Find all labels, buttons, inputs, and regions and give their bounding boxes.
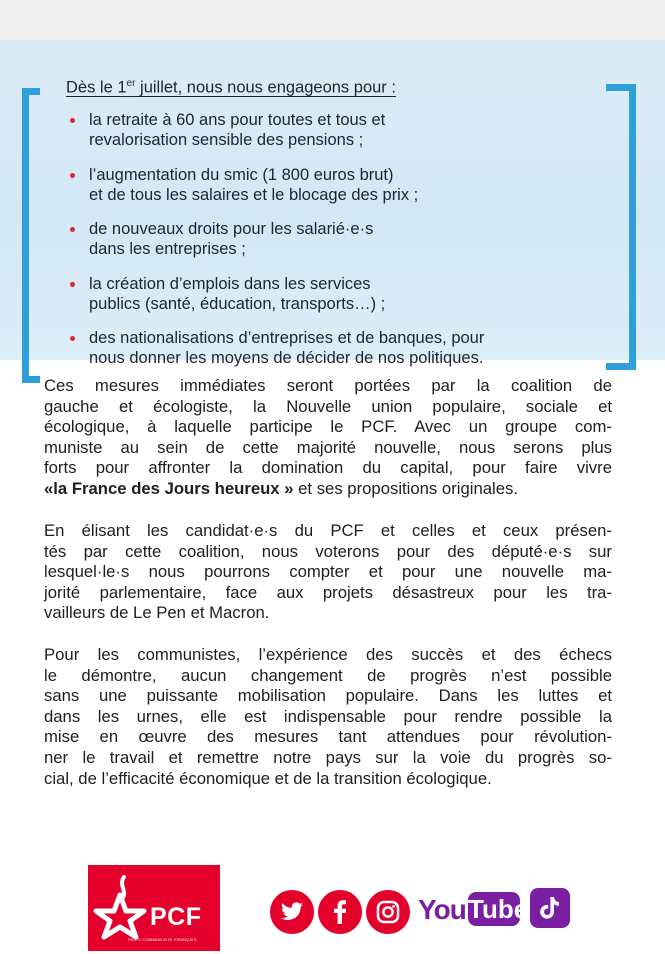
paragraph-communists: Pour les communistes, l’expérience des succès et des échecs le démontre, aucun changement de progrès n’est possible sans une puissante mobilisation populaire. Dans les luttes et dans les urnes, elle est indispensable pour rendre possible la mise en œuvre des mesures tant attendues pour révolution- ner le travail et remettre notre pays sur la voie du progrès so- cial, de l’efficacité économique et de la transition écologique. xyxy=(44,645,612,788)
twitter-icon[interactable] xyxy=(270,890,314,934)
pcf-logo-name: PCF xyxy=(150,903,202,931)
tagline: «la France des Jours heureux » xyxy=(44,478,294,498)
engagements-list xyxy=(70,110,610,383)
bullet-icon xyxy=(70,173,75,178)
bullet-icon xyxy=(70,282,75,287)
tiktok-icon[interactable] xyxy=(530,888,570,928)
youtube-icon[interactable]: You Tube xyxy=(418,894,529,925)
paragraph-election: En élisant les candidat·e·s du PCF et celles et ceux présen- tés par cette coalition, nous voterons pour des député·e·s sur lesquel·le·s nous pourrons compter et pour une nouvelle ma- jorité parlementaire, face aux projets désastreux pour les tra- vailleurs de Le Pen et Macron. xyxy=(44,521,612,623)
engagements-panel xyxy=(0,40,665,367)
facebook-icon[interactable] xyxy=(318,890,362,934)
footer xyxy=(0,840,665,954)
list-item: la création d’emplois dans les services publics (santé, éducation, transports…) ; xyxy=(70,274,610,314)
bullet-icon xyxy=(70,336,75,341)
left-bracket-decoration xyxy=(22,88,40,383)
engagements-intro: Dès le 1er juillet, nous nous engageons pour : xyxy=(66,78,396,97)
list-item: de nouveaux droits pour les salarié·e·s dans les entreprises ; xyxy=(70,219,610,259)
pcf-logo[interactable] xyxy=(88,865,220,951)
bullet-icon xyxy=(70,227,75,232)
list-item: des nationalisations d’entreprises et de banques, pour nous donner les moyens de décider de nos politiques. xyxy=(70,328,610,368)
right-bracket-decoration xyxy=(606,84,636,370)
paragraph-coalition: Ces mesures immédiates seront portées par la coalition de gauche et écologiste, la Nouvelle union populaire, sociale et écologique, à laquelle participe le PCF. Avec un groupe com- muniste au sein de cette majorité nouvelle, nous serons plus forts pour affronter la domination du capital, pour faire vivre «la France des Jours heureux » et ses propositions originales. xyxy=(44,376,612,498)
list-item: la retraite à 60 ans pour toutes et tous et revalorisation sensible des pensions ; xyxy=(70,110,610,150)
bullet-icon xyxy=(70,118,75,123)
instagram-icon[interactable] xyxy=(366,890,410,934)
top-bar xyxy=(0,0,665,41)
pcf-logo-subtitle: PARTI COMMUNISTE FRANÇAIS xyxy=(128,937,197,942)
list-item: l’augmentation du smic (1 800 euros brut) et de tous les salaires et le blocage des prix ; xyxy=(70,165,610,205)
